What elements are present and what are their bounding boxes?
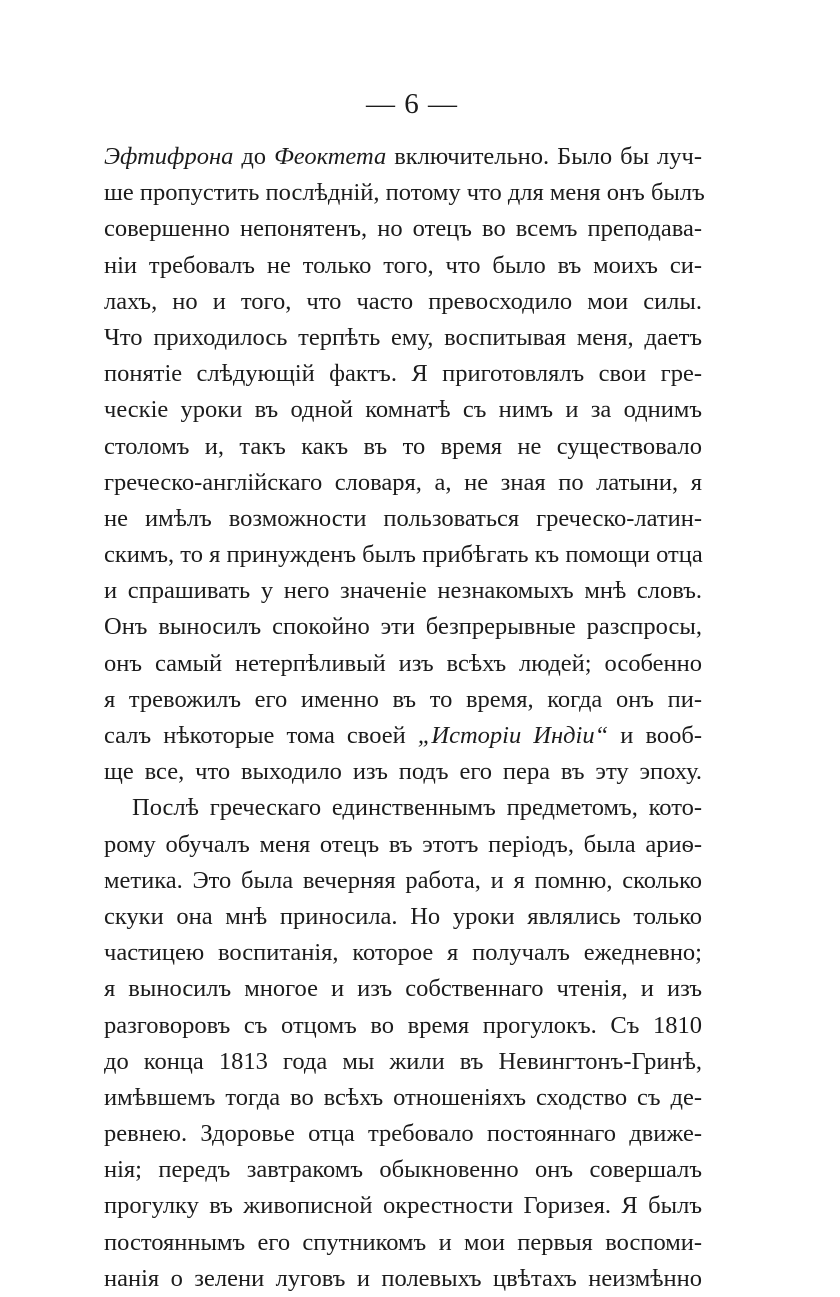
text-line — [104, 1116, 702, 1152]
line-text: я выносилъ многое и изъ собственнаго чтенія, и изъ — [104, 975, 702, 1003]
text-line — [104, 1261, 702, 1297]
line-text: метика. Это была вечерняя работа, и я помню, сколько — [104, 866, 702, 894]
line-text: частицею воспитанія, которое я получалъ ежедневно; — [104, 939, 702, 967]
paragraph-2 — [104, 790, 702, 1297]
text-line — [104, 356, 702, 392]
line-text: разговоровъ съ отцомъ во время прогулокъ. Съ 1810 — [104, 1011, 702, 1039]
line-text: ческіе уроки въ одной комнатѣ съ нимъ и за однимъ — [104, 396, 702, 424]
text-line — [104, 827, 702, 863]
text-line — [104, 1080, 702, 1116]
line-text: совершенно непонятенъ, но отецъ во всемъ преподава- — [104, 215, 702, 243]
line-text: и спрашивать у него значеніе незнакомыхъ мнѣ словъ. — [104, 577, 702, 605]
body-text — [104, 139, 705, 1297]
line-text: столомъ и, такъ какъ въ то время не существовало — [104, 432, 702, 460]
text-line — [104, 646, 702, 682]
text-line — [104, 211, 702, 247]
text-line — [104, 139, 702, 175]
line-text: Что приходилось терпѣть ему, воспитывая меня, даетъ — [104, 323, 702, 351]
line-text: постояннымъ его спутникомъ и мои первыя воспоми- — [104, 1228, 702, 1256]
text-line — [104, 1225, 702, 1261]
line-text: ше пропустить послѣдній, потому что для меня онъ былъ — [104, 179, 705, 207]
text-line — [104, 392, 702, 428]
text-line — [104, 501, 702, 537]
text-line — [104, 899, 702, 935]
line-text: ще все, что выходило изъ подъ его пера въ эту эпоху. — [104, 758, 702, 786]
text-line — [104, 754, 702, 790]
line-text: имѣвшемъ тогда во всѣхъ отношеніяхъ сходство съ де- — [104, 1083, 702, 1111]
line-text: Послѣ греческаго единственнымъ предметомъ, кото- — [132, 794, 702, 822]
line-text: включительно. Было бы луч- — [386, 143, 703, 170]
line-text: ревнею. Здоровье отца требовало постояннаго движе- — [104, 1120, 702, 1148]
text-line — [104, 320, 702, 356]
line-text: до — [233, 143, 275, 170]
text-line — [104, 465, 702, 501]
text-line — [104, 248, 702, 284]
text-line — [104, 971, 702, 1007]
text-line — [104, 609, 702, 645]
line-text: и вооб- — [608, 722, 702, 749]
line-text: лахъ, но и того, что часто превосходило мои силы. — [104, 287, 702, 315]
text-line — [104, 175, 705, 211]
text-line — [104, 284, 702, 320]
line-text: не имѣлъ возможности пользоваться греческо-латин- — [104, 504, 702, 532]
line-text: скуки она мнѣ приносила. Но уроки являлись только — [104, 902, 702, 930]
text-line — [104, 790, 702, 826]
text-line — [104, 429, 702, 465]
line-text: греческо-англійскаго словаря, а, не зная по латыни, я — [104, 468, 702, 496]
line-text: нанія о зелени луговъ и полевыхъ цвѣтахъ неизмѣнно — [104, 1264, 702, 1292]
line-text: скимъ, то я принужденъ былъ прибѣгать къ помощи отца — [104, 541, 703, 569]
text-line — [104, 1008, 702, 1044]
line-text: салъ нѣкоторые тома своей — [104, 722, 418, 749]
line-text: ніи требовалъ не только того, что было въ моихъ си- — [104, 251, 702, 279]
text-line — [104, 935, 702, 971]
text-line — [104, 1152, 702, 1188]
text-line — [104, 573, 702, 609]
line-text: понятіе слѣдующій фактъ. Я приготовлялъ свои гре- — [104, 360, 702, 388]
line-text: до конца 1813 года мы жили въ Невингтонъ-Гринѣ, — [104, 1047, 702, 1075]
line-text: рому обучалъ меня отецъ въ этотъ періодъ, была ариѳ- — [104, 830, 702, 858]
text-line — [104, 718, 702, 754]
italic-text: Эфтифрона — [104, 143, 234, 170]
text-line — [104, 537, 702, 573]
paragraph-1 — [104, 139, 705, 790]
text-line — [104, 682, 702, 718]
line-text: нія; передъ завтракомъ обыкновенно онъ совершалъ — [104, 1156, 702, 1184]
page-number: — 6 — — [366, 88, 458, 120]
line-text: онъ самый нетерпѣливый изъ всѣхъ людей; особенно — [104, 649, 702, 677]
line-text: Онъ выносилъ спокойно эти безпрерывные разспросы, — [104, 613, 702, 641]
italic-text: Феоктета — [274, 143, 387, 170]
line-text: прогулку въ живописной окрестности Горизея. Я былъ — [104, 1192, 702, 1220]
line-text: я тревожилъ его именно въ то время, когда онъ пи- — [104, 685, 702, 713]
text-line — [104, 1188, 702, 1224]
italic-text: „Исторіи Индіи“ — [417, 722, 609, 749]
text-line — [104, 1044, 702, 1080]
text-line — [104, 863, 702, 899]
